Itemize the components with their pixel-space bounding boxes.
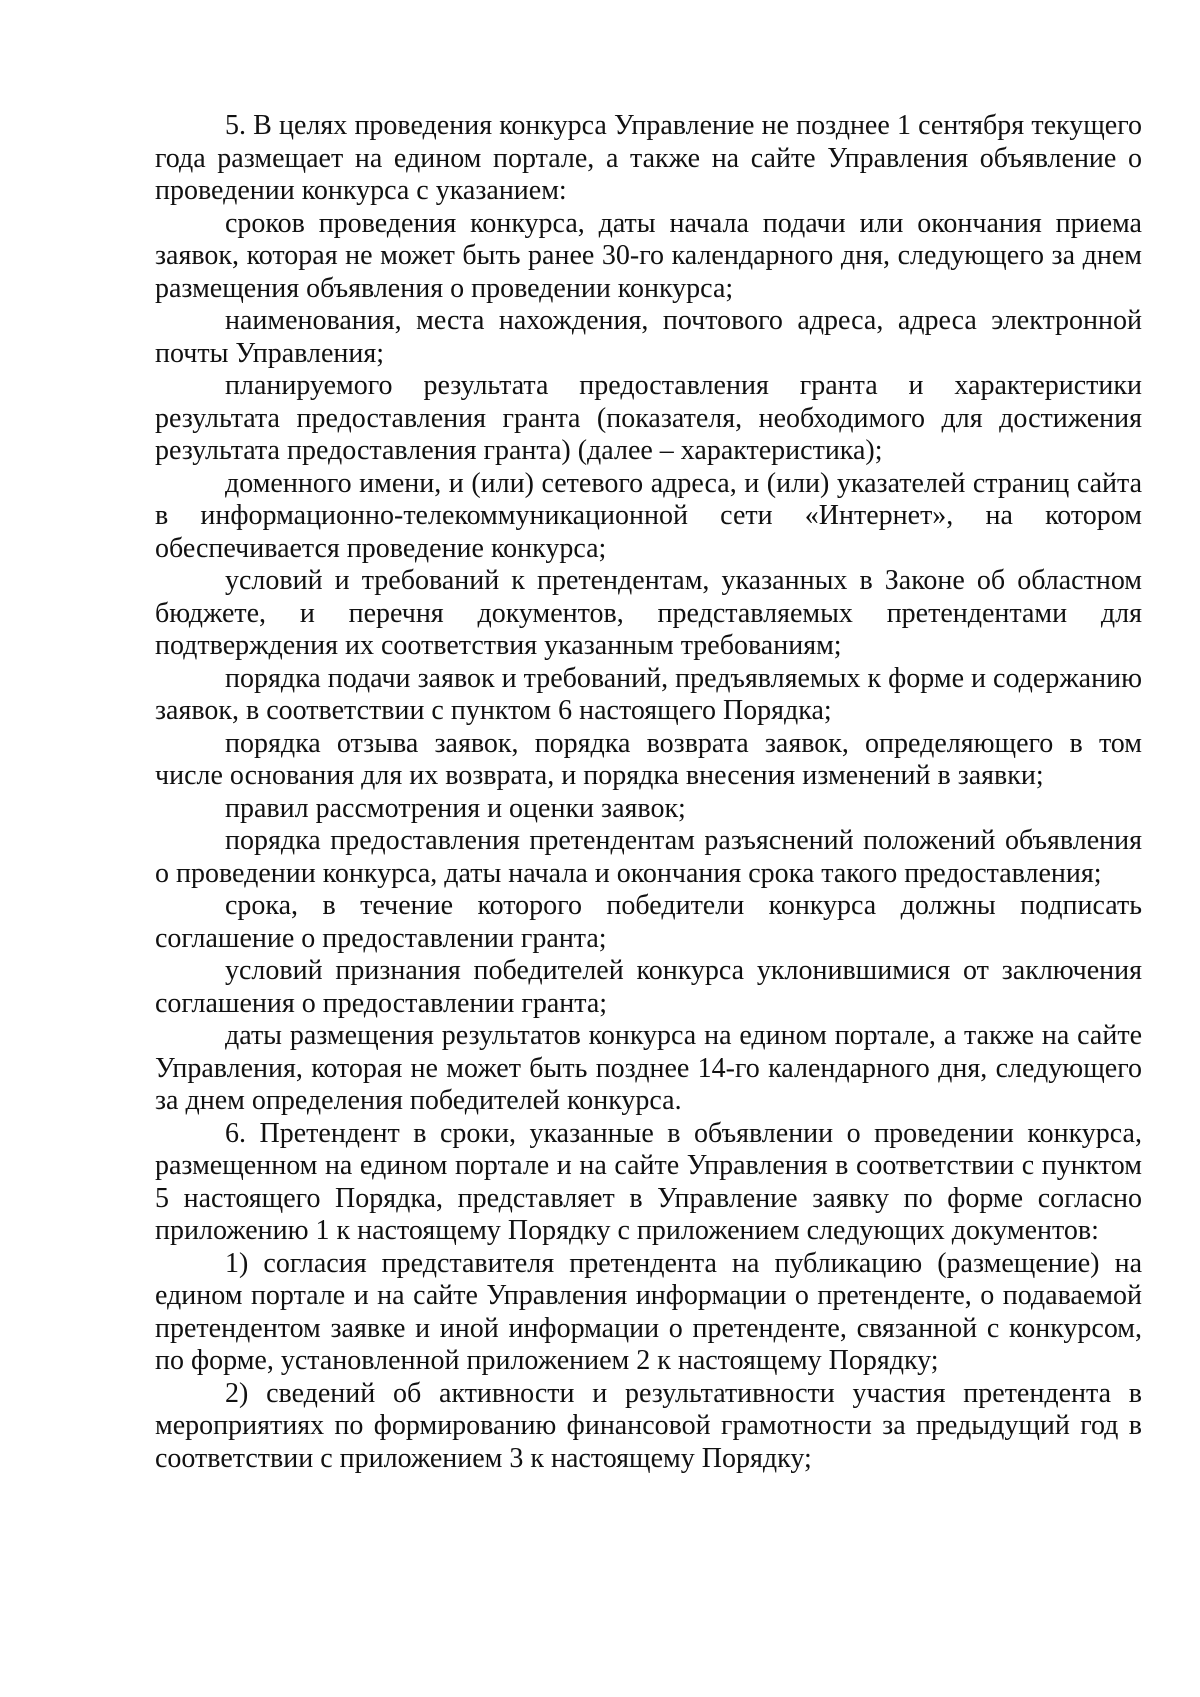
paragraph-item-requirements: условий и требований к претендентам, указанных в Законе об областном бюджете, и перечня документов, представляемых претендентами для подтверждения их соответствия указанным требованиям; <box>155 565 1142 661</box>
paragraph-doc-1-consent: 1) согласия представителя претендента на публикацию (размещение) на едином портале и на сайте Управления информации о претенденте, о подаваемой претендентом заявке и иной информации о претенденте, связанной с конкурсом, по форме, установленной приложением 2 к настоящему Порядку; <box>155 1247 1142 1376</box>
paragraph-item-domain-name: доменного имени, и (или) сетевого адреса, и (или) указателей страниц сайта в информационно-телекоммуникационной сети «Интернет», на котором обеспечивается проведение конкурса; <box>155 467 1142 564</box>
paragraph-item-signing-term: срока, в течение которого победители конкурса должны подписать соглашение о предоставлении гранта; <box>155 890 1142 954</box>
paragraph-item-evasion-conditions: условий признания победителей конкурса уклонившимися от заключения соглашения о предоставлении гранта; <box>155 955 1142 1019</box>
paragraph-item-clarifications: порядка предоставления претендентам разъяснений положений объявления о проведении конкурса, даты начала и окончания срока такого предоставления; <box>155 825 1142 889</box>
paragraph-item-submission-order: порядка подачи заявок и требований, предъявляемых к форме и содержанию заявок, в соответствии с пунктом 6 настоящего Порядка; <box>155 662 1142 726</box>
paragraph-item-deadlines: сроков проведения конкурса, даты начала подачи или окончания приема заявок, которая не может быть ранее 30-го календарного дня, следующего за днем размещения объявления о проведении конкурса; <box>155 207 1142 304</box>
document-page <box>155 110 1142 1475</box>
paragraph-item-planned-result: планируемого результата предоставления гранта и характеристики результата предоставления гранта (показателя, необходимого для достижения результата предоставления гранта) (далее – характеристика); <box>155 370 1142 466</box>
paragraph-item-results-date: даты размещения результатов конкурса на едином портале, а также на сайте Управления, которая не может быть позднее 14-го календарного дня, следующего за днем определения победителей конкурса. <box>155 1020 1142 1116</box>
paragraph-item-contacts: наименования, места нахождения, почтового адреса, адреса электронной почты Управления; <box>155 305 1142 369</box>
paragraph-item-withdrawal-order: порядка отзыва заявок, порядка возврата заявок, определяющего в том числе основания для их возврата, и порядка внесения изменений в заявки; <box>155 727 1142 791</box>
paragraph-section-6-intro: 6. Претендент в сроки, указанные в объявлении о проведении конкурса, размещенном на едином портале и на сайте Управления в соответствии с пунктом 5 настоящего Порядка, представляет в Управление заявку по форме согласно приложению 1 к настоящему Порядку с приложением следующих документов: <box>155 1117 1142 1246</box>
paragraph-item-review-rules: правил рассмотрения и оценки заявок; <box>225 792 686 824</box>
paragraph-doc-2-activity-info: 2) сведений об активности и результативности участия претендента в мероприятиях по формированию финансовой грамотности за предыдущий год в соответствии с приложением 3 к настоящему Порядку; <box>155 1377 1142 1474</box>
paragraph-section-5-intro: 5. В целях проведения конкурса Управление не позднее 1 сентября текущего года размещает на едином портале, а также на сайте Управления объявление о проведении конкурса с указанием: <box>155 110 1142 206</box>
